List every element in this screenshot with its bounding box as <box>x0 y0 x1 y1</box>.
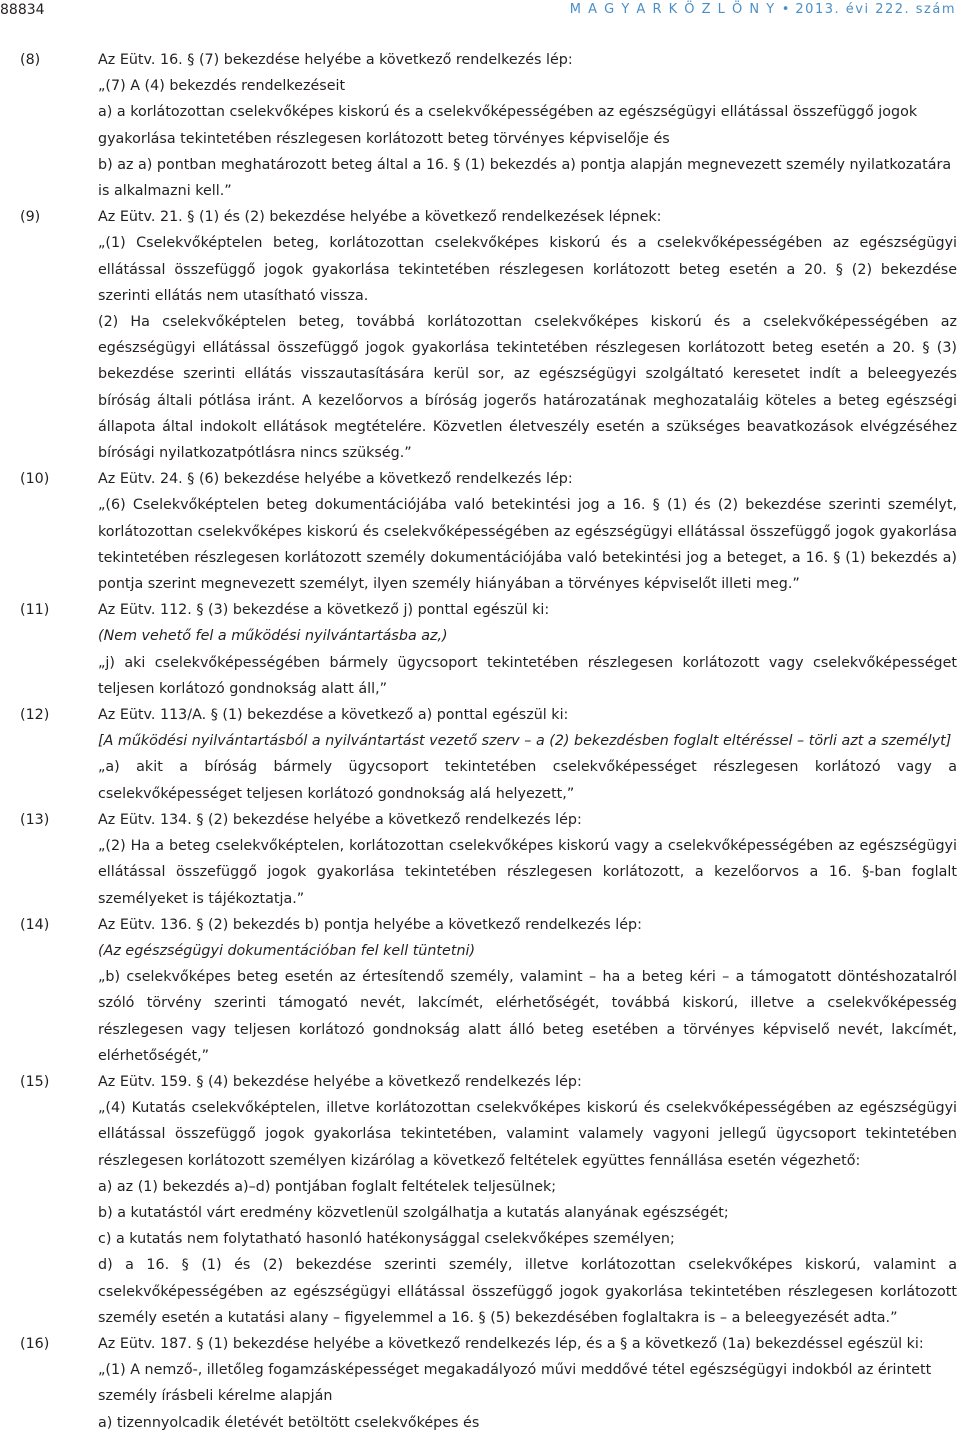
provision-text: „(7) A (4) bekezdés rendelkezéseit <box>98 78 346 95</box>
page-number: 88834 <box>0 2 45 18</box>
amendment-item <box>0 1331 960 1436</box>
amendment-number: (16) <box>20 1335 50 1352</box>
provision-text: „(2) Ha a beteg cselekvőképtelen, korlátozottan cselekvőképes kiskorú vagy a cselekvőképességében az egészségügyi ellátással összefüggő jogok gyakorlása tekintetében részlegesen korlátozott, a kezelőorvos a 16. §-ban foglalt személyeket is tájékoztatja.” <box>98 838 957 907</box>
amendment-item <box>0 702 960 807</box>
provision-text: a) a korlátozottan cselekvőképes kiskorú és a cselekvőképességében az egészségügyi ellátással összefüggő jogok gyakorlása tekintetében részlegesen korlátozott beteg törvényes képviselője és <box>98 104 918 147</box>
amendment-number: (15) <box>20 1073 50 1090</box>
amendment-heading: Az Eütv. 134. § (2) bekezdése helyébe a következő rendelkezés lép: <box>98 811 582 828</box>
provision-text: „a) akit a bíróság bármely ügycsoport tekintetében cselekvőképességet részlegesen korlátozó vagy a cselekvőképességet teljesen korlátozó gondnokság alá helyezett,” <box>98 759 957 802</box>
provision-text: d) a 16. § (1) és (2) bekezdése szerinti személy, illetve korlátozottan cselekvőképes kiskorú, valamint a cselekvőképességében az egészségügyi ellátással összefüggő jogok gyakorlása tekintetében részlegesen korlátozott személy esetén a kutatási alany – figyelemmel a 16. § (5) bekezdésében foglaltakra is – a beleegyezését adta.” <box>98 1257 957 1326</box>
amendment-item <box>0 597 960 702</box>
amendment-heading: Az Eütv. 159. § (4) bekezdése helyébe a következő rendelkezés lép: <box>98 1073 582 1090</box>
amendment-item <box>0 47 960 204</box>
context-phrase: (Az egészségügyi dokumentációban fel kell tüntetni) <box>98 942 476 959</box>
amendment-item <box>0 466 960 597</box>
context-phrase: (Nem vehető fel a működési nyilvántartásba az,) <box>98 628 448 645</box>
provision-text: „b) cselekvőképes beteg esetén az értesítendő személy, valamint – ha a beteg kéri – a támogatott döntéshozatalról szóló törvény szerinti támogató nevét, lakcímét, elérhetőségét, továbbá kiskorú, illetve a cselekvőképesség részlegesen vagy teljesen korlátozó gondnokság alatt álló beteg esetében a törvényes képviselő nevét, lakcímét, elérhetőségét,” <box>98 969 957 1064</box>
amendment-number: (12) <box>20 707 50 724</box>
issue-number: 2013. évi 222. szám <box>795 2 956 17</box>
amendment-number: (14) <box>20 916 50 933</box>
amendment-number: (11) <box>20 602 50 619</box>
document-body <box>0 47 960 1436</box>
separator-dot: • <box>781 2 790 17</box>
provision-text: (2) Ha cselekvőképtelen beteg, továbbá korlátozottan cselekvőképes kiskorú és a cselekvőképességében az egészségügyi ellátással összefüggő jogok gyakorlása tekintetében részlegesen korlátozott beteg esetén a 20. § (3) bekezdése szerinti ellátás visszautasítására kerül sor, az egészségügyi szolgáltató keresetet indít a beleegyezés bíróság általi pótlása iránt. A kezelőorvos a bíróság jogerős határozatának meghozataláig köteles a beteg egészségi állapota által indokolt ellátások megtételére. Közvetlen életveszély esetén a szükséges beavatkozások elvégzéséhez bírósági nyilatkozatpótlásra nincs szükség.” <box>98 314 957 462</box>
provision-text: „(1) Cselekvőképtelen beteg, korlátozottan cselekvőképes kiskorú és a cselekvőképességében az egészségügyi ellátással összefüggő jogok gyakorlása tekintetében részlegesen korlátozott beteg esetén a 20. § (2) bekezdése szerinti ellátás nem utasítható vissza. <box>98 235 957 304</box>
provision-text: b) a kutatástól várt eredmény közvetlenül szolgálhatja a kutatás alanyának egészségét; <box>98 1204 729 1221</box>
amendment-heading: Az Eütv. 24. § (6) bekezdése helyébe a következő rendelkezés lép: <box>98 471 573 488</box>
amendment-number: (13) <box>20 811 50 828</box>
amendment-heading: Az Eütv. 113/A. § (1) bekezdése a következő a) ponttal egészül ki: <box>98 707 569 724</box>
amendment-number: (8) <box>20 52 41 68</box>
provision-text: „(6) Cselekvőképtelen beteg dokumentációjába való betekintési jog a 16. § (1) és (2) bekezdése szerinti személyt, korlátozottan cselekvőképes kiskorú és cselekvőképességében az egészségügyi ellátással összefüggő jogok gyakorlása tekintetében részlegesen korlátozott személy dokumentációjába való betekintési jog a beteget, a 16. § (1) bekezdés a) pontja szerint megnevezett személyt, ilyen személy hiányában a törvényes képviselőt illeti meg.” <box>98 497 957 593</box>
provision-text: a) az (1) bekezdés a)–d) pontjában foglalt feltételek teljesülnek; <box>98 1178 557 1195</box>
amendment-number: (9) <box>20 209 41 226</box>
provision-text: „(1) A nemző-, illetőleg fogamzásképességet megakadályozó művi meddővé tétel egészségügyi indokból az érintett személy írásbeli kérelme alapján <box>98 1362 932 1405</box>
journal-title: M A G Y A R K Ö Z L Ö N Y <box>569 2 776 17</box>
amendment-number: (10) <box>20 471 50 488</box>
journal-header <box>570 0 956 20</box>
amendment-heading: Az Eütv. 136. § (2) bekezdés b) pontja helyébe a következő rendelkezés lép: <box>98 916 642 933</box>
amendment-item <box>0 912 960 1069</box>
provision-text: b) az a) pontban meghatározott beteg által a 16. § (1) bekezdés a) pontja alapján megnevezett személy nyilatkozatára is alkalmazni kell.” <box>98 156 952 200</box>
amendment-item <box>0 807 960 912</box>
amendment-heading: Az Eütv. 112. § (3) bekezdése a következő j) ponttal egészül ki: <box>98 602 550 619</box>
amendment-item <box>0 1069 960 1331</box>
provision-text: „j) aki cselekvőképességében bármely ügycsoport tekintetében részlegesen korlátozott vagy cselekvőképességet teljesen korlátozó gondnokság alatt áll,” <box>98 654 957 697</box>
provision-text: a) tizennyolcadik életévét betöltött cselekvőképes és <box>98 1414 480 1431</box>
amendment-heading: Az Eütv. 21. § (1) és (2) bekezdése helyébe a következő rendelkezések lépnek: <box>98 209 662 226</box>
amendment-heading: Az Eütv. 187. § (1) bekezdése helyébe a következő rendelkezés lép, és a § a következő (1a) bekezdéssel egészül ki: <box>98 1335 924 1352</box>
provision-text: „(4) Kutatás cselekvőképtelen, illetve korlátozottan cselekvőképes kiskorú és cselekvőképességében az egészségügyi ellátással összefüggő jogok gyakorlása tekintetében, valamint valamely vagyoni jellegű ügycsoport tekintetében részlegesen korlátozott személyen kizárólag a következő feltételek együttes fennállása esetén végezhető: <box>98 1100 957 1169</box>
provision-text: c) a kutatás nem folytatható hasonló hatékonysággal cselekvőképes személyen; <box>98 1231 675 1248</box>
amendment-heading: Az Eütv. 16. § (7) bekezdése helyébe a következő rendelkezés lép: <box>98 52 573 68</box>
context-phrase: [A működési nyilvántartásból a nyilvántartást vezető szerv – a (2) bekezdésben foglalt eltéréssel – törli azt a személyt] <box>98 733 952 750</box>
amendment-item <box>0 204 960 466</box>
page-header <box>0 0 960 24</box>
